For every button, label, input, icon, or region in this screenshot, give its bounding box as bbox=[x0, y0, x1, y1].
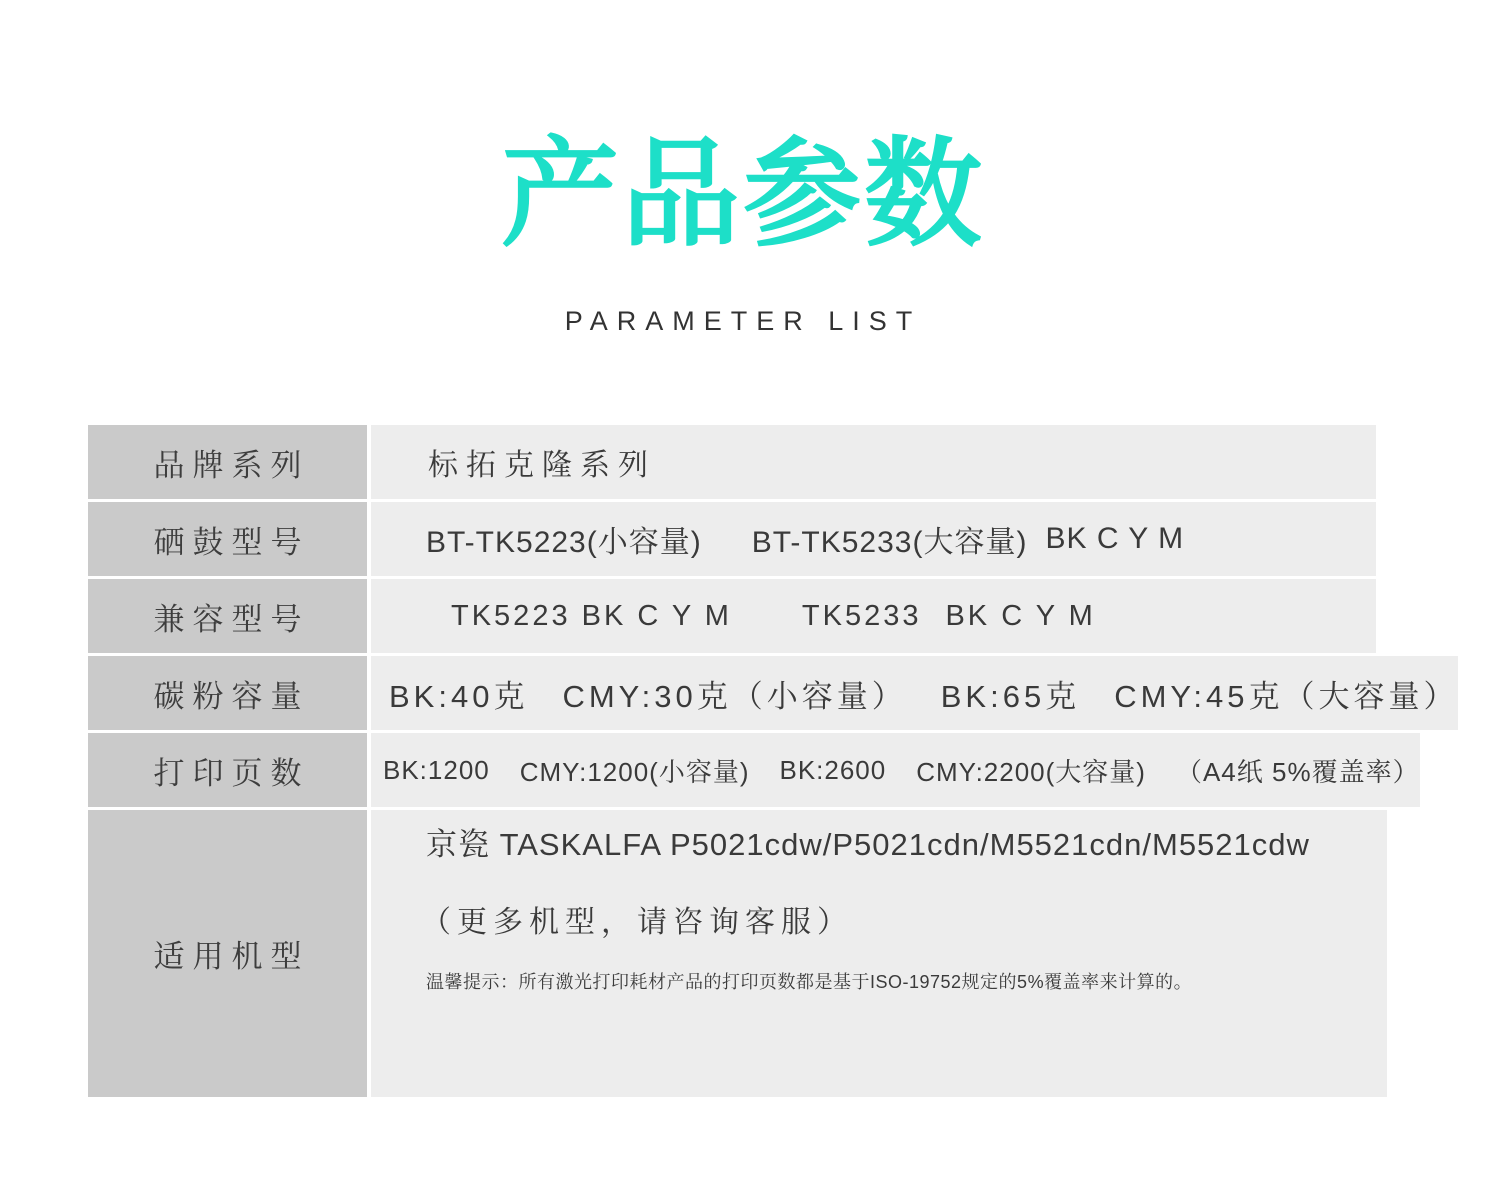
spec-value-part: 标拓克隆系列 bbox=[428, 449, 656, 482]
spec-value-part: TK5233 bbox=[801, 599, 922, 632]
spec-table bbox=[88, 425, 1459, 1100]
row-value bbox=[371, 579, 1376, 653]
spec-value-part: BK C Y M bbox=[1045, 522, 1185, 555]
row-label: 打印页数 bbox=[88, 733, 367, 807]
spec-value-part: （A4纸 5%覆盖率） bbox=[1175, 756, 1420, 787]
row-label: 碳粉容量 bbox=[88, 656, 367, 730]
table-row-brand-series bbox=[88, 425, 1387, 499]
more-models-hint: （更多机型，请咨询客服） bbox=[421, 906, 853, 940]
row-value bbox=[371, 425, 1376, 499]
row-value bbox=[371, 502, 1376, 576]
row-label: 适用机型 bbox=[88, 810, 367, 1097]
row-value bbox=[371, 733, 1420, 807]
spec-value-part: CMY:45克（大容量） bbox=[1114, 678, 1459, 714]
spec-value-part: BK:40克 bbox=[389, 678, 529, 714]
row-value bbox=[371, 656, 1458, 730]
table-row-compatible-model bbox=[88, 579, 1387, 653]
table-row-cartridge-model bbox=[88, 502, 1387, 576]
spec-value-part: BT-TK5233(大容量) bbox=[751, 526, 1028, 559]
applicable-printer-models: 京瓷 TASKALFA P5021cdw/P5021cdn/M5521cdn/M5521cdw bbox=[426, 827, 1310, 862]
spec-value-part: BK:2600 bbox=[779, 754, 887, 785]
row-label: 品牌系列 bbox=[88, 425, 367, 499]
page-title: 产品参数 bbox=[500, 129, 985, 261]
table-row-applicable-models bbox=[88, 810, 1387, 1097]
spec-value-part: BK:1200 bbox=[383, 754, 490, 785]
row-value bbox=[371, 810, 1387, 1097]
spec-value-part: CMY:1200(小容量) bbox=[519, 756, 750, 787]
table-row-print-pages bbox=[88, 733, 1420, 807]
row-label: 兼容型号 bbox=[88, 579, 367, 653]
spec-value-part: TK5223 BK C Y M bbox=[451, 599, 732, 632]
spec-value-part: CMY:30克（小容量） bbox=[562, 678, 907, 714]
spec-value-part: BT-TK5223(小容量) bbox=[426, 526, 702, 559]
spec-value-part: BK:65克 bbox=[940, 678, 1081, 714]
spec-value-part: CMY:2200(大容量) bbox=[916, 756, 1146, 787]
coverage-note: 温馨提示：所有激光打印耗材产品的打印页数都是基于ISO-19752规定的5%覆盖率来计算的。 bbox=[426, 972, 1193, 993]
row-label: 硒鼓型号 bbox=[88, 502, 367, 576]
table-row-toner-capacity bbox=[88, 656, 1459, 730]
page-subtitle: PARAMETER LIST bbox=[564, 306, 922, 336]
spec-value-part: BK C Y M bbox=[945, 599, 1096, 632]
